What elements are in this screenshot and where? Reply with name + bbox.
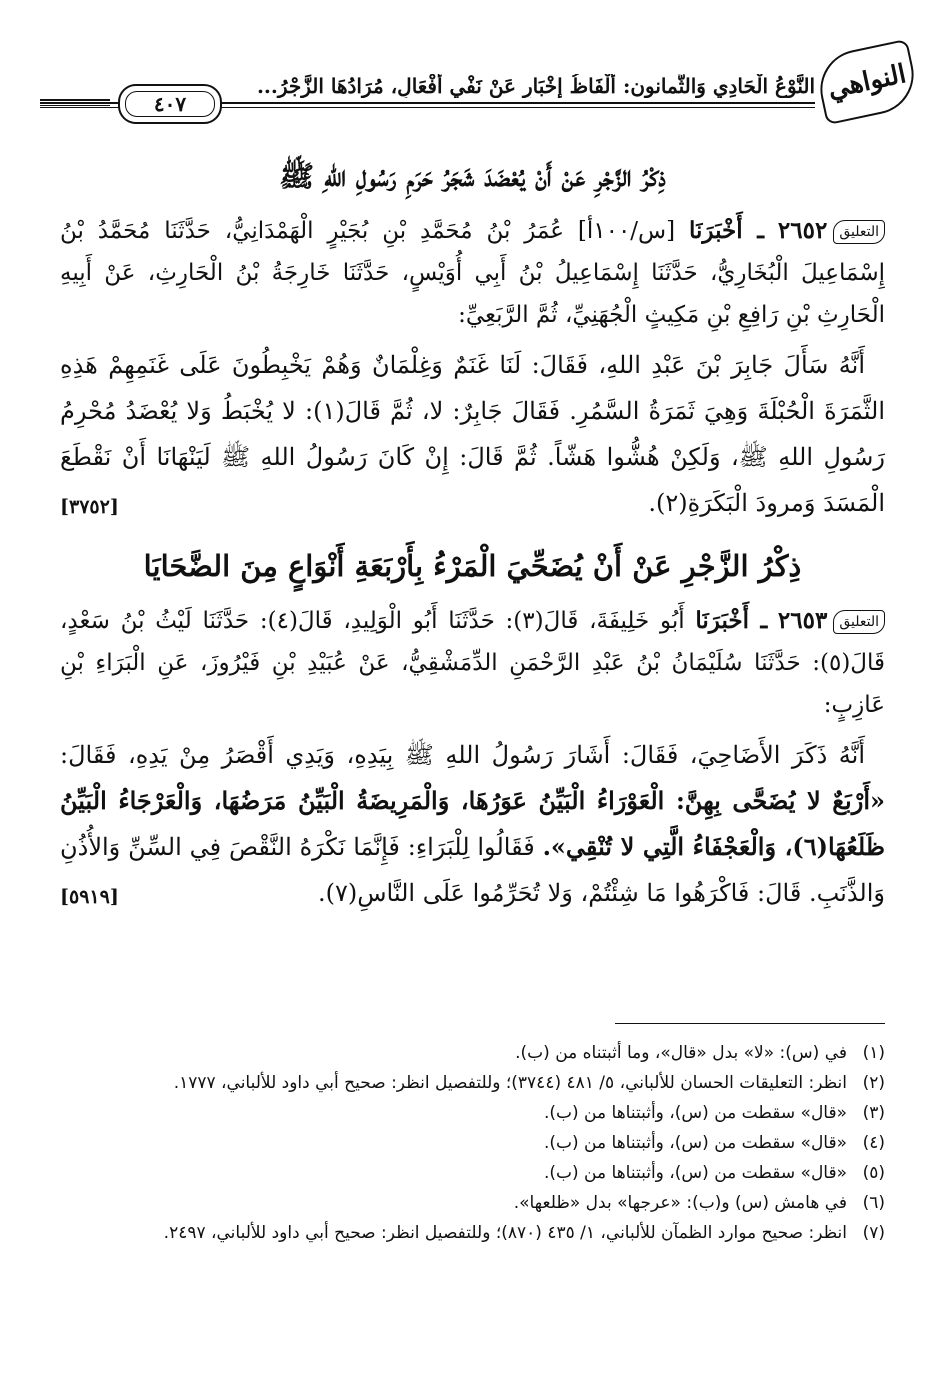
running-header [40, 44, 915, 122]
footnote-divider [615, 1023, 885, 1024]
footnote-text: «قال» سقطت من (س)، وأثبتناها من (ب). [543, 1103, 847, 1123]
footnote-number: (١) [862, 1043, 885, 1063]
footnote [55, 1128, 885, 1158]
hadith-isnad-2 [60, 600, 885, 726]
footnote [55, 1038, 885, 1068]
hadith-matn-1 [60, 342, 885, 526]
footnote-text: «قال» سقطت من (س)، وأثبتناها من (ب). [543, 1163, 847, 1183]
footnote-text: انظر: التعليقات الحسان للألباني، ٥/ ٤٨١ (٣٧٤٤)؛ وللتفصيل انظر: صحيح أبي داود للألباني، ١٧٧٧. [173, 1073, 847, 1093]
footnote-number: (٥) [862, 1163, 885, 1183]
hadith-number: ٢٦٥٢ [777, 217, 828, 244]
footnote-number: (٦) [862, 1193, 885, 1213]
taliq-badge-icon: التعليق [833, 220, 885, 244]
matn-text-intro: أَنَّهُ ذَكَرَ الأَضَاحِيَ، فَقَالَ: أَشَارَ رَسُولُ اللهِ ﷺ بِيَدِهِ، وَيَدِي أَقْصَرُ مِنْ يَدِهِ، فَقَالَ: [60, 741, 865, 769]
footnote [55, 1098, 885, 1128]
footnotes [55, 1038, 885, 1248]
isnad-text: [س/١٠٠أ] عُمَرُ بْنُ مُحَمَّدِ بْنِ بُجَيْرٍ الْهَمْدَانِيُّ، حَدَّثَنَا مُحَمَّدُ بْنُ إِسْمَاعِيلَ الْبُخَارِيُّ، حَدَّثَنَا إِسْمَاعِيلُ بْنُ أَبِي أُوَيْسٍ، حَدَّثَنَا خَارِجَةُ بْنُ الْحَارِثِ، عَنْ أَبِيهِ الْحَارِثِ بْنِ رَافِعِ بْنِ مَكِيثٍ الْجُهَنِيِّ، ثُمَّ الرَّبَعِيِّ: [60, 218, 885, 328]
footnote-text: في هامش (س) و(ب): «عرجها» بدل «ظلعها». [513, 1193, 847, 1213]
matn-text: أَنَّهُ سَأَلَ جَابِرَ بْنَ عَبْدِ اللهِ، فَقَالَ: لَنَا غَنَمٌ وَغِلْمَانٌ وَهُمْ يَخْبِطُونَ عَلَى غَنَمِهِمْ هَذِهِ الثَّمَرَةَ الْحُبْلَةَ وَهِيَ ثَمَرَةُ السَّمُرِ. فَقَالَ جَابِرٌ: لا، ثُمَّ قَالَ(١): لا يُخْبَطُ وَلا يُعْضَدُ مُحْرِمُ رَسُولِ اللهِ ﷺ، وَلَكِنْ هُشُّوا هَشّاً. ثُمَّ قَالَ: إِنْ كَانَ رَسُولُ اللهِ ﷺ لَيَنْهَانَا أَنْ نَقْطَعَ الْمَسَدَ وَمرودَ الْبَكَرَةِ(٢). [60, 351, 885, 517]
chapter-badge: النواهي [813, 39, 921, 125]
page-number-frame [118, 84, 222, 124]
footnote [55, 1218, 885, 1248]
footnote [55, 1188, 885, 1218]
footnote-number: (٤) [862, 1133, 885, 1153]
footnote-number: (٧) [862, 1223, 885, 1243]
footnote [55, 1068, 885, 1098]
footnote-text: انظر: صحيح موارد الظمآن للألباني، ١/ ٤٣٥ (٨٧٠)؛ وللتفصيل انظر: صحيح أبي داود للألباني، ٢٤٩٧. [163, 1223, 847, 1243]
prophetic-quote: «أَرْبَعٌ لا يُضَحَّى بِهِنَّ: الْعَوْرَاءُ الْبَيِّنُ عَوَرُهَا، وَالْمَرِيضَةُ الْبَيِّنُ مَرَضُهَا، وَالْعَرْجَاءُ الْبَيِّنُ ظَلَعُهَا(٦)، وَالْعَجْفَاءُ الَّتِي لا تُنْقِي». [60, 786, 885, 861]
taliq-badge-icon: التعليق [833, 610, 885, 634]
matn-text-end: فَقَالُوا لِلْبَرَاءِ: فَإِنَّمَا نَكْرَهُ النَّقْصَ فِي السِّنِّ وَالأُذُنِ وَالذَّنَبِ. قَالَ: فَاكْرَهُوا مَا شِئْتُمْ، وَلا تُحَرِّمُوا عَلَى النَّاسِ(٧). [60, 833, 885, 907]
akhbarana-label: ـ أَخْبَرَنَا [689, 217, 764, 244]
footnote-number: (٣) [862, 1103, 885, 1123]
header-rule-left [40, 99, 110, 106]
hadith-number: ٢٦٥٣ [777, 607, 828, 634]
running-title: النَّوْعُ الْحَادِي وَالثَّمانون: أَلْفَاظُ إِخْبَارٍ عَنْ نَفْيِ أَفْعَالٍ، مُرَادُهَا الزَّجْرُ... [256, 74, 815, 98]
footnote-number: (٢) [862, 1073, 885, 1093]
akhbarana-label: ـ أَخْبَرَنَا [695, 607, 768, 634]
main-text [60, 140, 885, 920]
cross-reference: [٥٩١٩] [60, 886, 119, 908]
isnad-text: أَبُو خَلِيفَةَ، قَالَ(٣): حَدَّثَنَا أَبُو الْوَلِيدِ، قَالَ(٤): حَدَّثَنَا لَيْثُ بْنُ سَعْدٍ، قَالَ(٥): حَدَّثَنَا سُلَيْمَانُ بْنُ عَبْدِ الرَّحْمَنِ الدِّمَشْقِيُّ، عَنْ عُبَيْدِ بْنِ فَيْرُوزَ، عَنِ الْبَرَاءِ بْنِ عَازِبٍ: [60, 608, 885, 718]
footnote-text: في (س): «لا» بدل «قال»، وما أثبتناه من (ب). [515, 1043, 847, 1063]
section-heading-2: ذِكْرُ الزَّجْرِ عَنْ أَنْ يُضَحِّيَ الْمَرْءُ بِأَرْبَعَةِ أَنْوَاعٍ مِنَ الضَّحَايَا [143, 549, 802, 583]
footnote-text: «قال» سقطت من (س)، وأثبتناها من (ب). [543, 1133, 847, 1153]
hadith-matn-2 [60, 732, 885, 916]
cross-reference: [٣٧٥٢] [60, 496, 119, 518]
page-number: ٤٠٧ [125, 91, 215, 117]
hadith-isnad-1 [60, 210, 885, 336]
footnote [55, 1158, 885, 1188]
section-heading-1: ذِكْرُ الزَّجْرِ عَنْ أَنْ يُعْضَدَ شَجَرُ حَرَمِ رَسُولِ اللهِ ﷺ [279, 159, 666, 193]
